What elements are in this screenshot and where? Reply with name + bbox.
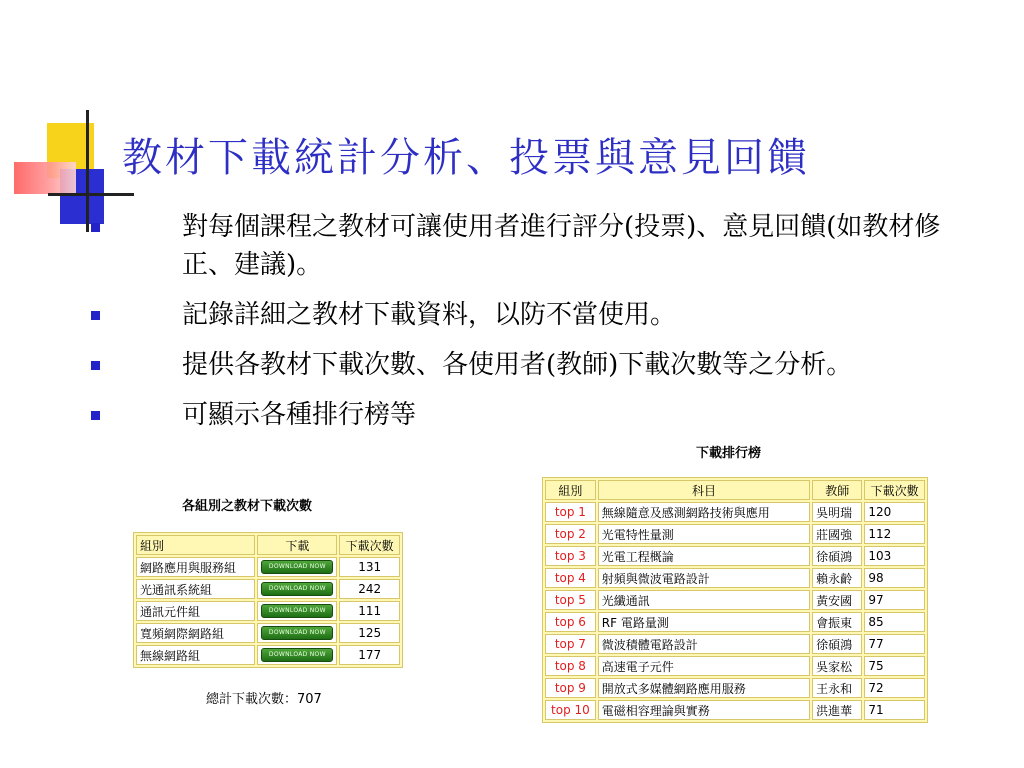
- download-ranking-table: [542, 477, 928, 723]
- table-row: [545, 700, 925, 720]
- column-header: 下載次數: [864, 480, 925, 500]
- count-cell: 77: [864, 634, 925, 654]
- rank-cell: top 5: [545, 590, 596, 610]
- slide-title: 教材下載統計分析、投票與意見回饋: [122, 135, 810, 181]
- subject-cell: 光電特性量測: [598, 524, 810, 544]
- table-row: [545, 546, 925, 566]
- group-table-caption: 各組別之教材下載次數: [182, 499, 313, 514]
- table-row: [136, 557, 400, 577]
- count-cell: 103: [864, 546, 925, 566]
- table-header-row: [545, 480, 925, 500]
- table-header-row: [136, 535, 400, 555]
- column-header: 下載次數: [339, 535, 400, 555]
- rank-cell: top 7: [545, 634, 596, 654]
- teacher-cell: 吳明瑞: [812, 502, 862, 522]
- group-name-cell: 無線網路組: [136, 645, 255, 665]
- subject-cell: 光電工程概論: [598, 546, 810, 566]
- download-now-button[interactable]: DOWNLOAD NOW: [261, 604, 333, 618]
- group-name-cell: 網路應用與服務組: [136, 557, 255, 577]
- bullet-text: 可顯示各種排行榜等: [182, 400, 417, 430]
- ranking-table-caption: 下載排行榜: [696, 446, 762, 461]
- decor-vertical-line: [86, 110, 89, 232]
- column-header: 教師: [812, 480, 862, 500]
- teacher-cell: 吳家松: [812, 656, 862, 676]
- rank-cell: top 10: [545, 700, 596, 720]
- count-cell: 112: [864, 524, 925, 544]
- group-name-cell: 光通訊系統組: [136, 579, 255, 599]
- subject-cell: 電磁相容理論與實務: [598, 700, 810, 720]
- table-row: [545, 612, 925, 632]
- table-row: [545, 524, 925, 544]
- count-cell: 120: [864, 502, 925, 522]
- subject-cell: 光纖通訊: [598, 590, 810, 610]
- teacher-cell: 會振東: [812, 612, 862, 632]
- table-row: [136, 645, 400, 665]
- subject-cell: RF 電路量測: [598, 612, 810, 632]
- rank-cell: top 9: [545, 678, 596, 698]
- download-count-cell: 131: [339, 557, 400, 577]
- count-cell: 75: [864, 656, 925, 676]
- table-row: [545, 656, 925, 676]
- group-name-cell: 寬頻網際網路組: [136, 623, 255, 643]
- rank-cell: top 2: [545, 524, 596, 544]
- bullet-item: [90, 208, 950, 284]
- table-row: [545, 502, 925, 522]
- download-now-button[interactable]: DOWNLOAD NOW: [261, 560, 333, 574]
- teacher-cell: 洪進華: [812, 700, 862, 720]
- count-cell: 97: [864, 590, 925, 610]
- subject-cell: 開放式多媒體網路應用服務: [598, 678, 810, 698]
- rank-cell: top 4: [545, 568, 596, 588]
- bullet-square-icon: [91, 311, 100, 320]
- table-row: [545, 678, 925, 698]
- download-count-cell: 111: [339, 601, 400, 621]
- table-row: [136, 579, 400, 599]
- bullet-text: 記錄詳細之教材下載資料，以防不當使用。: [182, 300, 677, 330]
- count-cell: 71: [864, 700, 925, 720]
- column-header: 下載: [257, 535, 337, 555]
- download-now-button[interactable]: DOWNLOAD NOW: [261, 626, 333, 640]
- decor-red-bar: [14, 162, 76, 194]
- column-header: 組別: [545, 480, 596, 500]
- bullet-list: [90, 208, 950, 434]
- teacher-cell: 徐碩鴻: [812, 634, 862, 654]
- bullet-item: [90, 396, 950, 434]
- bullet-text: 對每個課程之教材可讓使用者進行評分(投票)、意見回饋(如教材修正、建議)。: [182, 212, 941, 280]
- bullet-square-icon: [91, 361, 100, 370]
- subject-cell: 無線隨意及感測網路技術與應用: [598, 502, 810, 522]
- download-count-cell: 125: [339, 623, 400, 643]
- bullet-text: 提供各教材下載次數、各使用者(教師)下載次數等之分析。: [182, 350, 853, 380]
- bullet-item: [90, 346, 950, 384]
- teacher-cell: 王永和: [812, 678, 862, 698]
- table-row: [545, 634, 925, 654]
- decor-horizontal-line: [48, 193, 134, 196]
- bullet-item: [90, 296, 950, 334]
- column-header: 組別: [136, 535, 255, 555]
- table-row: [136, 601, 400, 621]
- group-download-table: [133, 532, 403, 668]
- subject-cell: 微波積體電路設計: [598, 634, 810, 654]
- subject-cell: 高速電子元件: [598, 656, 810, 676]
- total-downloads: 總計下載次數：707: [206, 692, 322, 707]
- count-cell: 85: [864, 612, 925, 632]
- teacher-cell: 徐碩鴻: [812, 546, 862, 566]
- teacher-cell: 莊國強: [812, 524, 862, 544]
- column-header: 科目: [598, 480, 810, 500]
- download-now-button[interactable]: DOWNLOAD NOW: [261, 582, 333, 596]
- download-count-cell: 177: [339, 645, 400, 665]
- group-name-cell: 通訊元件組: [136, 601, 255, 621]
- rank-cell: top 6: [545, 612, 596, 632]
- table-row: [545, 568, 925, 588]
- count-cell: 98: [864, 568, 925, 588]
- download-count-cell: 242: [339, 579, 400, 599]
- teacher-cell: 黃安國: [812, 590, 862, 610]
- rank-cell: top 1: [545, 502, 596, 522]
- rank-cell: top 8: [545, 656, 596, 676]
- teacher-cell: 賴永齡: [812, 568, 862, 588]
- bullet-square-icon: [91, 223, 100, 232]
- table-row: [545, 590, 925, 610]
- rank-cell: top 3: [545, 546, 596, 566]
- download-now-button[interactable]: DOWNLOAD NOW: [261, 648, 333, 662]
- table-row: [136, 623, 400, 643]
- count-cell: 72: [864, 678, 925, 698]
- bullet-square-icon: [91, 411, 100, 420]
- subject-cell: 射頻與微波電路設計: [598, 568, 810, 588]
